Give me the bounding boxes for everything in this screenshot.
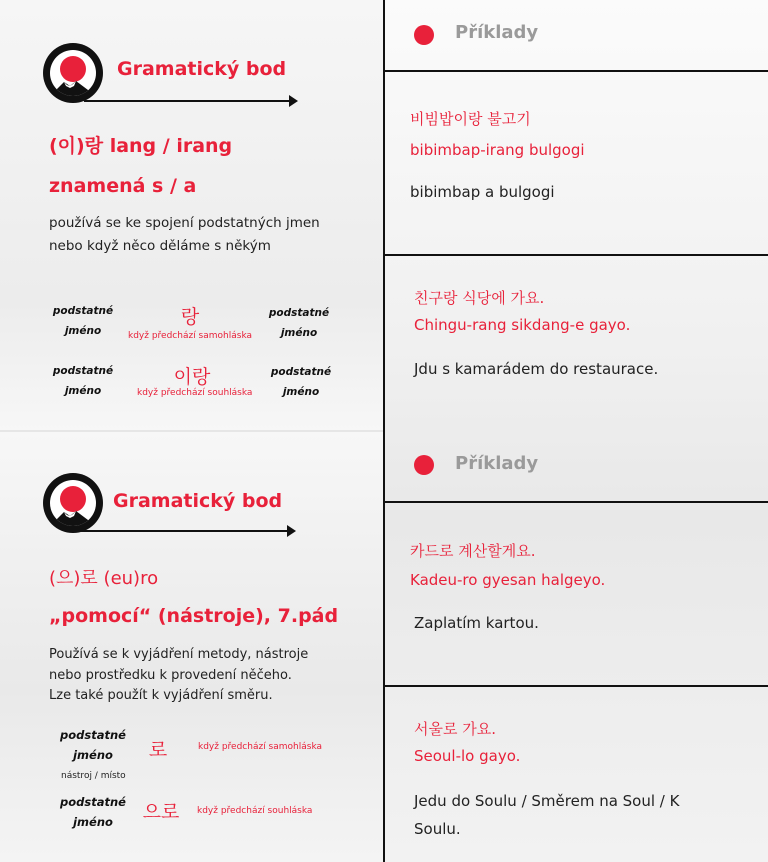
noun-text: jméno [280,327,318,339]
example-korean: 친구랑 식당에 가요. [414,289,545,307]
grammar-description [49,212,320,258]
particle-note: když předchází samohláska [128,331,253,341]
noun-text: podstatné [52,305,114,317]
description-line: Používá se k vyjádření metody, nástroje [49,647,309,662]
rising-sun-mountain-logo-icon [43,43,103,103]
particle-note: když předchází souhláska [137,388,253,398]
arrow-right-icon [84,100,296,102]
rule [385,685,768,687]
noun-text: jméno [64,325,102,337]
translation-line: bibimbap a bulgogi [410,183,555,201]
grammar-description [49,645,308,707]
particle: 이랑 [173,366,211,388]
noun-text: jméno [64,385,102,397]
description-line: používá se ke spojení podstatných jmen [49,215,320,231]
particle: 으로 [142,801,180,823]
section-divider [0,430,383,432]
section-title: Gramatický bod [113,490,283,512]
noun-text: podstatné [60,795,126,809]
noun-label [266,362,336,402]
example-translation [410,178,555,206]
example-korean: 서울로 가요. [414,720,496,738]
noun-label [264,303,334,343]
example-translation [414,355,658,383]
description-line: Lze také použít k vyjádření směru. [49,688,273,703]
usage-note: nástroj / místo [61,771,126,781]
translation-line: Soulu. [414,820,461,838]
examples-heading: Příklady [455,453,539,474]
example-romanization: Chingu-rang sikdang-e gayo. [414,316,631,334]
noun-label [48,301,118,341]
grammar-pattern: (이)랑 lang / irang [49,135,233,157]
example-romanization: Seoul-lo gayo. [414,747,521,765]
grammar-pattern: (으)로 (eu)ro [49,568,159,589]
grammar-meaning: znamená s / a [49,175,197,197]
section-title: Gramatický bod [117,58,287,80]
particle: 랑 [180,306,200,328]
translation-line: Zaplatím kartou. [414,614,539,632]
particle: 로 [148,739,168,761]
example-korean: 카드로 계산할게요. [410,542,536,560]
example-romanization: bibimbap-irang bulgogi [410,141,585,159]
example-translation [414,609,539,637]
noun-label [48,361,118,401]
noun-text: podstatné [52,365,114,377]
noun-label [55,792,131,832]
noun-text: podstatné [60,728,126,742]
rule [385,70,768,72]
examples-heading: Příklady [455,22,539,43]
noun-text: podstatné [270,366,332,378]
rising-sun-mountain-logo-icon [43,473,103,533]
arrow-right-icon [80,530,294,532]
example-romanization: Kadeu-ro gyesan halgeyo. [410,571,606,589]
noun-text: jméno [73,815,113,829]
red-dot-icon [414,455,434,475]
noun-label [55,725,131,765]
vertical-divider [383,0,385,862]
example-translation [414,787,754,843]
particle-note: když předchází souhláska [197,806,313,816]
description-line: nebo prostředku k provedení něčeho. [49,667,292,683]
translation-line: Jdu s kamarádem do restaurace. [414,360,659,378]
grammar-meaning: „pomocí“ (nástroje), 7.pád [49,605,339,627]
example-korean: 비빔밥이랑 불고기 [410,110,531,128]
rule [385,254,768,256]
rule [385,501,768,503]
red-dot-icon [414,25,434,45]
particle-note: když předchází samohláska [198,742,323,752]
noun-text: podstatné [268,307,330,319]
translation-line: Jedu do Soulu / Směrem na Soul / K [414,792,680,810]
noun-text: jméno [282,386,320,398]
noun-text: jméno [73,748,113,762]
description-line: nebo když něco děláme s někým [49,238,271,254]
